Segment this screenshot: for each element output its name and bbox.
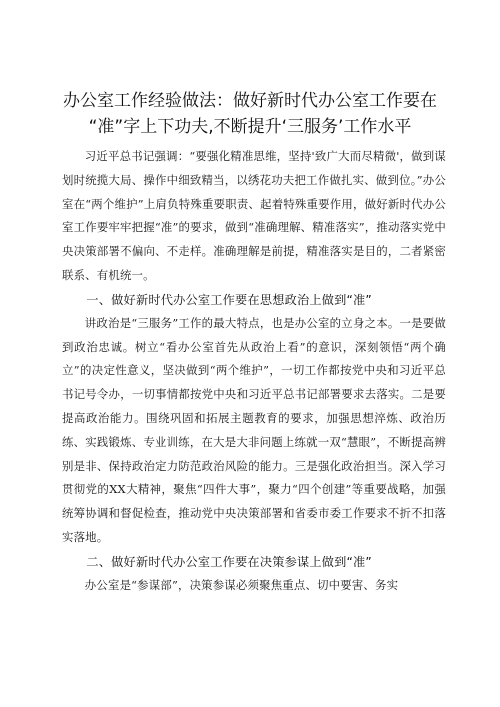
section-1-heading: 一、做好新时代办公室工作要在思想政治上做到“准” bbox=[86, 292, 372, 307]
title-line-1: 办公室工作经验做法：做好新时代办公室工作要在 bbox=[63, 91, 437, 111]
section-1-paragraph: 讲政治是“三服务”工作的最大特点，也是办公室的立身之本。一是要做到政治忠诚。树立“看办公室首先从政治上看”的意识，深刻领悟“两个确立”的决定性意义，坚决做到“两个维护”，一切工作都按党中央和习近平总书记号令办，一切事情都按党中央和习近平总书记部署要求去落实。二是要提高政治能力。围绕巩固和拓展主题教育的要求，加强思想淬炼、政治历练、实践锻炼、专业训练，在大是大非问题上练就一双“慧眼”，不断提高辨别是非、保持政治定力防范政治风险的能力。三是强化政治担当。深入学习贯彻党的XX大精神，聚焦“四件大事”，聚力“四个创建”等重要战略，加强统筹协调和督促检查，推动党中央决策部署和省委市委工作要求不折不扣落实落地。 bbox=[62, 315, 446, 544]
title-line-2: “准”字上下功夫,不断提升‘三服务’工作水平 bbox=[88, 117, 412, 137]
document-title bbox=[38, 88, 462, 140]
document-body bbox=[62, 145, 446, 598]
section-2-paragraph: 办公室是“参谋部”，决策参谋必须聚焦重点、切中要害、务实 bbox=[84, 577, 399, 592]
intro-paragraph: 习近平总书记强调：“要强化精准思维，坚持'致广大而尽精微'，做到谋划时统揽大局、操作中细致精当，以绣花功夫把工作做扎实、做到位。”办公室在“两个维护”上肩负特殊重要职责、起着特殊重要作用，做好新时代办公室工作要牢牢把握“准”的要求，做到“准确理解、精准落实”，推动落实党中央决策部署不偏向、不走样。准确理解是前提，精准落实是目的，二者紧密联系、有机统一。 bbox=[62, 149, 446, 282]
section-2-heading: 二、做好新时代办公室工作要在决策参谋上做到“准” bbox=[86, 554, 372, 569]
